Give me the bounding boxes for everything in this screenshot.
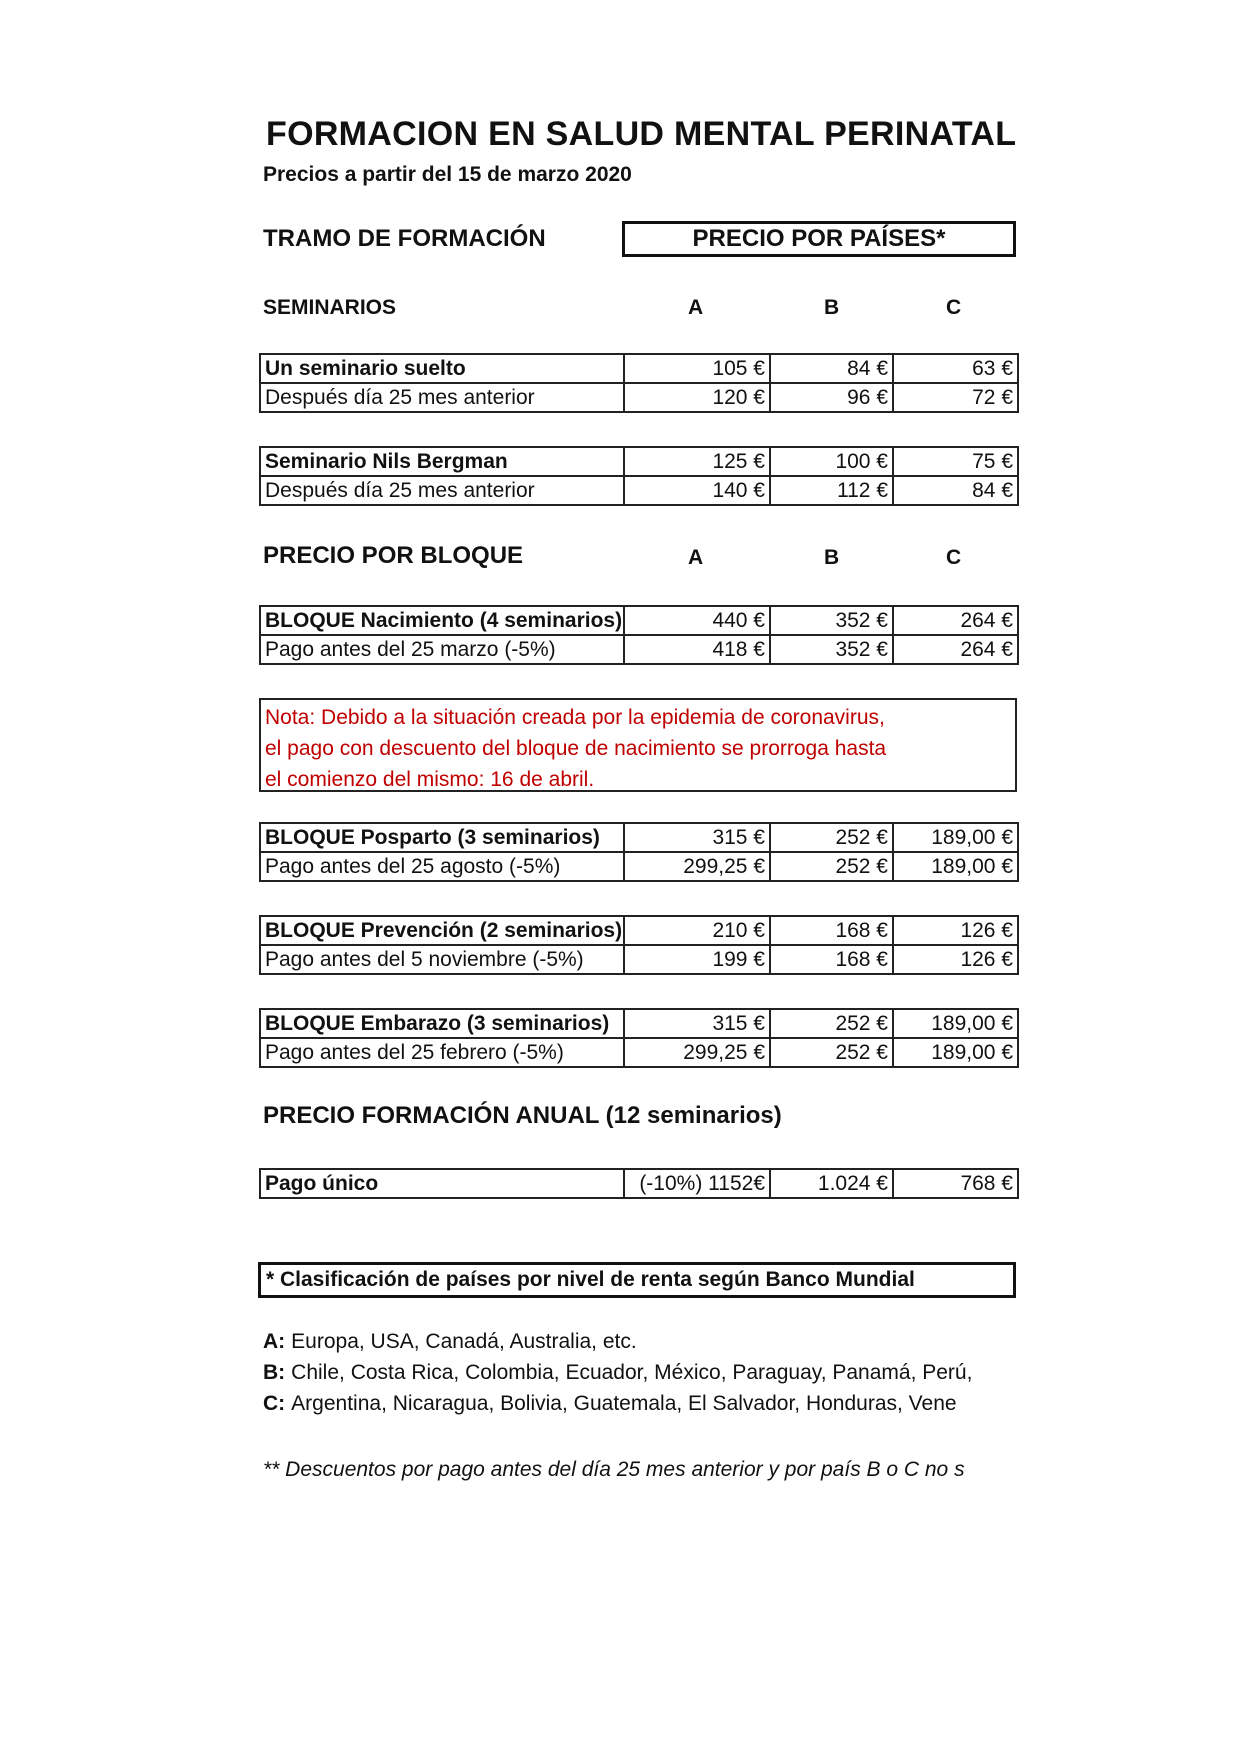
- seminario-suelto-table: [259, 353, 1019, 413]
- legend-key: B:: [263, 1361, 286, 1384]
- price-a: 418 €: [624, 635, 770, 664]
- table-row: [260, 635, 1018, 664]
- document-title: FORMACION EN SALUD MENTAL PERINATAL: [266, 115, 1017, 153]
- anual-header: PRECIO FORMACIÓN ANUAL (12 seminarios): [263, 1102, 782, 1129]
- bloque-nacimiento-table: [259, 605, 1019, 665]
- price-b: 352 €: [770, 606, 893, 635]
- price-b: 1.024 €: [770, 1169, 893, 1198]
- price-c: 63 €: [893, 354, 1018, 383]
- price-a: 125 €: [624, 447, 770, 476]
- row-label: Un seminario suelto: [260, 354, 624, 383]
- note-line: el comienzo del mismo: 16 de abril.: [265, 768, 595, 791]
- bloque-posparto-table: [259, 822, 1019, 882]
- row-label: Después día 25 mes anterior: [260, 383, 624, 412]
- row-label: Seminario Nils Bergman: [260, 447, 624, 476]
- row-label: Pago único: [260, 1169, 624, 1198]
- note-line: Nota: Debido a la situación creada por la epidemia de coronavirus,: [265, 706, 885, 729]
- price-c: 75 €: [893, 447, 1018, 476]
- price-c: 264 €: [893, 606, 1018, 635]
- legend-text: Argentina, Nicaragua, Bolivia, Guatemala, El Salvador, Honduras, Vene: [291, 1392, 957, 1415]
- bloque-header: PRECIO POR BLOQUE: [263, 542, 524, 569]
- price-c: 126 €: [893, 916, 1018, 945]
- price-b: 84 €: [770, 354, 893, 383]
- price-c: 189,00 €: [893, 852, 1018, 881]
- legend-text: Europa, USA, Canadá, Australia, etc.: [291, 1330, 637, 1353]
- price-a: 299,25 €: [624, 852, 770, 881]
- row-label: BLOQUE Embarazo (3 seminarios): [260, 1009, 624, 1038]
- price-b: 252 €: [770, 823, 893, 852]
- price-a: (-10%) 1152€: [624, 1169, 770, 1198]
- legend-item-c: [263, 1392, 1017, 1416]
- price-b: 168 €: [770, 916, 893, 945]
- price-c: 72 €: [893, 383, 1018, 412]
- note-line: el pago con descuento del bloque de nacimiento se prorroga hasta: [265, 737, 887, 760]
- table-row: [260, 476, 1018, 505]
- price-c: 126 €: [893, 945, 1018, 974]
- row-label: BLOQUE Nacimiento (4 seminarios): [260, 606, 624, 635]
- legend-key: A:: [263, 1330, 286, 1353]
- table-row: [260, 1038, 1018, 1067]
- price-c: 768 €: [893, 1169, 1018, 1198]
- legend-item-a: [263, 1330, 1017, 1354]
- legend-text: Chile, Costa Rica, Colombia, Ecuador, México, Paraguay, Panamá, Perú,: [291, 1361, 973, 1384]
- table-row: [260, 606, 1018, 635]
- column-a-header: A: [688, 296, 704, 319]
- column-b-header: B: [824, 296, 840, 319]
- price-c: 189,00 €: [893, 1038, 1018, 1067]
- price-a: 120 €: [624, 383, 770, 412]
- legend-item-b: [263, 1361, 1017, 1385]
- column-c-header: C: [946, 546, 962, 569]
- price-c: 189,00 €: [893, 1009, 1018, 1038]
- bloque-embarazo-table: [259, 1008, 1019, 1068]
- row-label: Después día 25 mes anterior: [260, 476, 624, 505]
- price-a: 210 €: [624, 916, 770, 945]
- row-label: Pago antes del 25 marzo (-5%): [260, 635, 624, 664]
- legend-key: C:: [263, 1392, 286, 1415]
- row-label: Pago antes del 25 agosto (-5%): [260, 852, 624, 881]
- price-a: 299,25 €: [624, 1038, 770, 1067]
- price-c: 189,00 €: [893, 823, 1018, 852]
- table-row: [260, 447, 1018, 476]
- anual-table: [259, 1168, 1019, 1199]
- table-row: [260, 823, 1018, 852]
- price-b: 96 €: [770, 383, 893, 412]
- bloque-prevencion-table: [259, 915, 1019, 975]
- price-a: 315 €: [624, 823, 770, 852]
- price-b: 252 €: [770, 1009, 893, 1038]
- column-b-header: B: [824, 546, 840, 569]
- seminario-bergman-table: [259, 446, 1019, 506]
- table-row: [260, 383, 1018, 412]
- price-b: 352 €: [770, 635, 893, 664]
- column-a-header: A: [688, 546, 704, 569]
- price-a: 315 €: [624, 1009, 770, 1038]
- precio-paises-header: PRECIO POR PAÍSES*: [622, 221, 1016, 257]
- price-c: 264 €: [893, 635, 1018, 664]
- price-b: 168 €: [770, 945, 893, 974]
- table-row: [260, 1169, 1018, 1198]
- price-b: 252 €: [770, 852, 893, 881]
- tramo-header: TRAMO DE FORMACIÓN: [263, 225, 546, 252]
- column-c-header: C: [946, 296, 962, 319]
- table-row: [260, 852, 1018, 881]
- price-a: 199 €: [624, 945, 770, 974]
- price-c: 84 €: [893, 476, 1018, 505]
- coronavirus-note: [259, 698, 1017, 792]
- row-label: BLOQUE Posparto (3 seminarios): [260, 823, 624, 852]
- row-label: BLOQUE Prevención (2 seminarios): [260, 916, 624, 945]
- clasificacion-box: * Clasificación de países por nivel de renta según Banco Mundial: [258, 1262, 1016, 1298]
- price-a: 105 €: [624, 354, 770, 383]
- price-b: 112 €: [770, 476, 893, 505]
- price-b: 100 €: [770, 447, 893, 476]
- table-row: [260, 945, 1018, 974]
- row-label: Pago antes del 5 noviembre (-5%): [260, 945, 624, 974]
- table-row: [260, 354, 1018, 383]
- price-a: 140 €: [624, 476, 770, 505]
- table-row: [260, 916, 1018, 945]
- price-b: 252 €: [770, 1038, 893, 1067]
- row-label: Pago antes del 25 febrero (-5%): [260, 1038, 624, 1067]
- document-subtitle: Precios a partir del 15 de marzo 2020: [263, 163, 632, 186]
- seminarios-header: SEMINARIOS: [263, 296, 397, 319]
- table-row: [260, 1009, 1018, 1038]
- footnote: ** Descuentos por pago antes del día 25 mes anterior y por país B o C no s: [263, 1458, 965, 1481]
- price-a: 440 €: [624, 606, 770, 635]
